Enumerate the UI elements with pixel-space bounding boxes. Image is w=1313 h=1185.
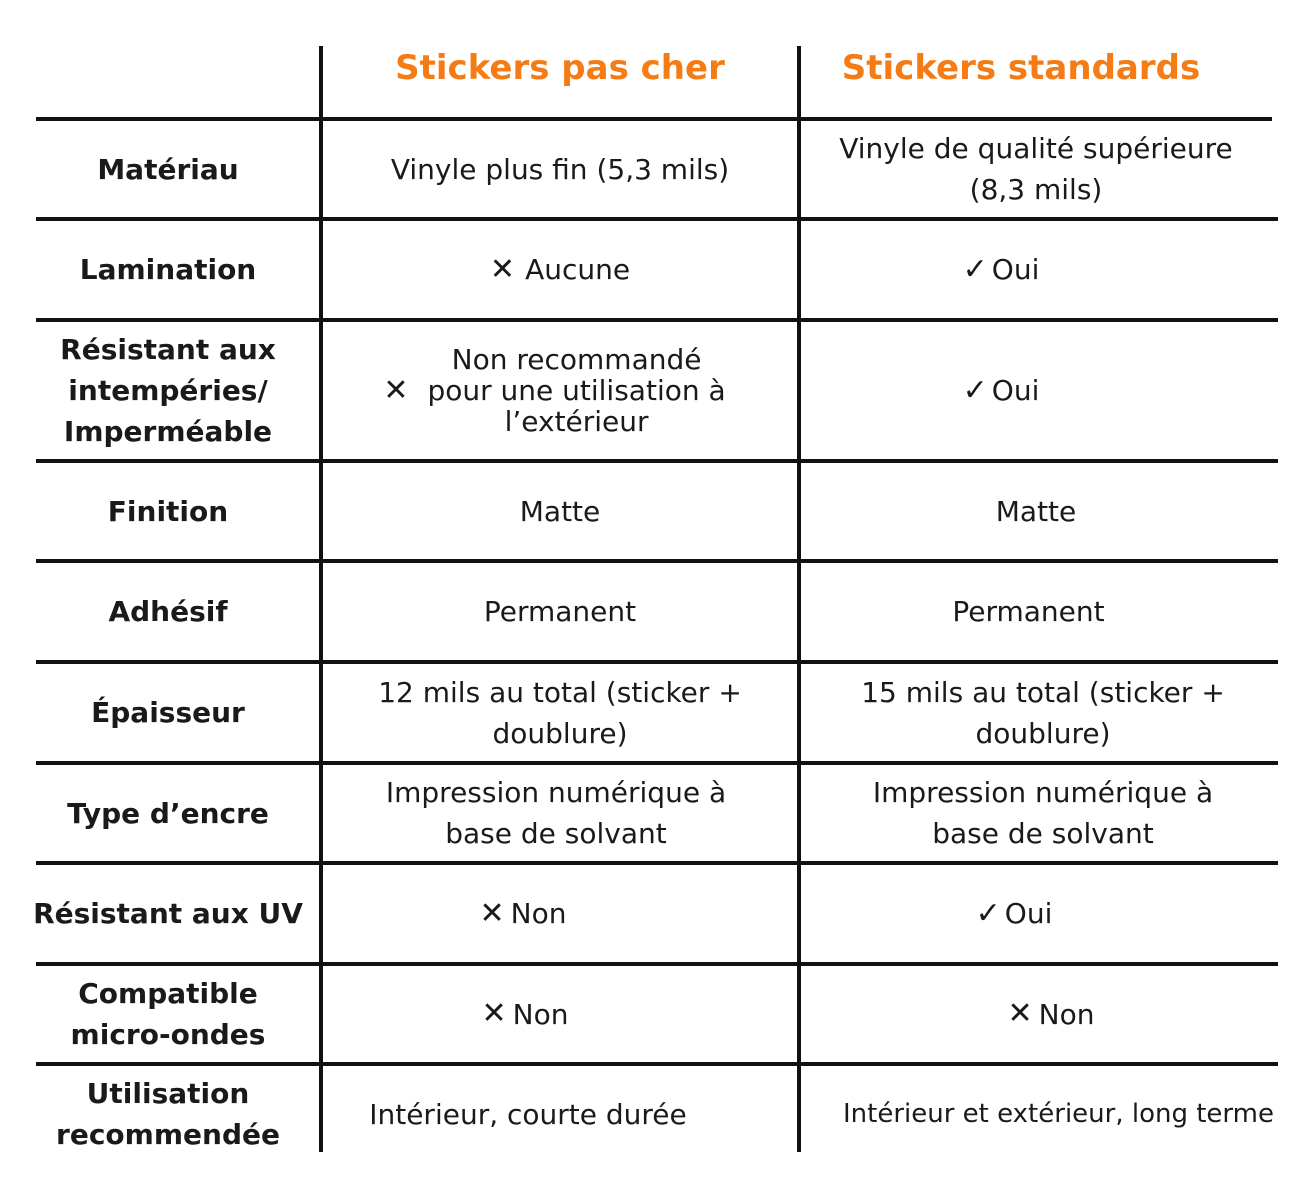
cell-thickness-cheap (323, 664, 797, 761)
checkmark-icon: ✓ (962, 372, 988, 408)
cell-lamination-standard (801, 221, 1201, 318)
checkmark-icon: ✓ (962, 251, 988, 287)
cell-usage-cheap (323, 1066, 733, 1162)
cell-text: Non recommandé pour une utilisation à l’extérieur (427, 343, 726, 438)
cell-text: Permanent (483, 595, 637, 628)
cell-text: Impression numérique à base de solvant (872, 776, 1214, 850)
row-label-lamination: Lamination (79, 253, 257, 286)
cell-text: Matte (519, 494, 601, 528)
row-label-weather-resistance: Résistant aux intempéries/ Imperméable (60, 333, 276, 448)
column-header-cheap: Stickers pas cher (395, 48, 725, 88)
row-label-microwave: Compatible micro-ondes (70, 977, 266, 1051)
cell-material-cheap (323, 121, 797, 217)
column-header-standard: Stickers standards (841, 48, 1201, 88)
cell-text: Non (1038, 997, 1095, 1031)
cell-finish-standard (801, 463, 1271, 559)
row-label-recommended-use: Utilisation recommendée (56, 1077, 280, 1151)
cell-adhesive-standard (801, 563, 1256, 660)
cell-text: Intérieur, courte durée (369, 1097, 687, 1131)
row-label-uv-resistance: Résistant aux UV (33, 897, 303, 930)
cell-text: 15 mils au total (sticker + doublure) (861, 675, 1225, 750)
cell-text: Vinyle de qualité supérieure (8,3 mils) (839, 132, 1233, 206)
cell-adhesive-cheap (323, 563, 797, 660)
cell-weather-standard (801, 322, 1201, 459)
cell-text: Intérieur et extérieur, long terme (843, 1098, 1274, 1129)
cell-finish-cheap (323, 463, 797, 559)
cell-text: Oui (991, 253, 1040, 286)
cell-text: Aucune (525, 253, 631, 286)
cross-icon: ✕ (383, 372, 409, 408)
cell-text: Oui (991, 374, 1040, 407)
row-label-material: Matériau (97, 152, 239, 186)
row-label-thickness: Épaisseur (91, 696, 245, 729)
cell-text: Oui (1004, 897, 1053, 930)
cross-icon: ✕ (1007, 996, 1033, 1031)
cell-text: Non (512, 997, 569, 1031)
row-label-finish: Finition (107, 494, 229, 528)
cell-thickness-standard (801, 664, 1285, 761)
row-label-adhesive: Adhésif (108, 595, 228, 628)
row-label-ink-type: Type d’encre (67, 796, 269, 830)
cell-lamination-cheap (323, 221, 797, 318)
cell-text: Impression numérique à base de solvant (385, 776, 727, 850)
checkmark-icon: ✓ (975, 895, 1001, 931)
cell-text: Matte (995, 494, 1077, 528)
cell-microwave-standard (801, 966, 1301, 1062)
cell-microwave-cheap (323, 966, 727, 1062)
cell-weather-cheap (323, 322, 797, 459)
cross-icon: ✕ (479, 895, 505, 931)
cell-ink-cheap (323, 765, 789, 861)
cell-text: Non (510, 897, 567, 930)
cell-text: 12 mils au total (sticker + doublure) (378, 675, 742, 750)
cell-uv-standard (801, 865, 1227, 962)
cell-material-standard (801, 121, 1271, 217)
cell-uv-cheap (323, 865, 723, 962)
cell-ink-standard (801, 765, 1285, 861)
cell-usage-standard (806, 1066, 1311, 1162)
cross-icon: ✕ (489, 251, 516, 287)
cell-text: Permanent (952, 595, 1105, 628)
cross-icon: ✕ (481, 996, 507, 1031)
cell-text: Vinyle plus fin (5,3 mils) (390, 152, 730, 186)
